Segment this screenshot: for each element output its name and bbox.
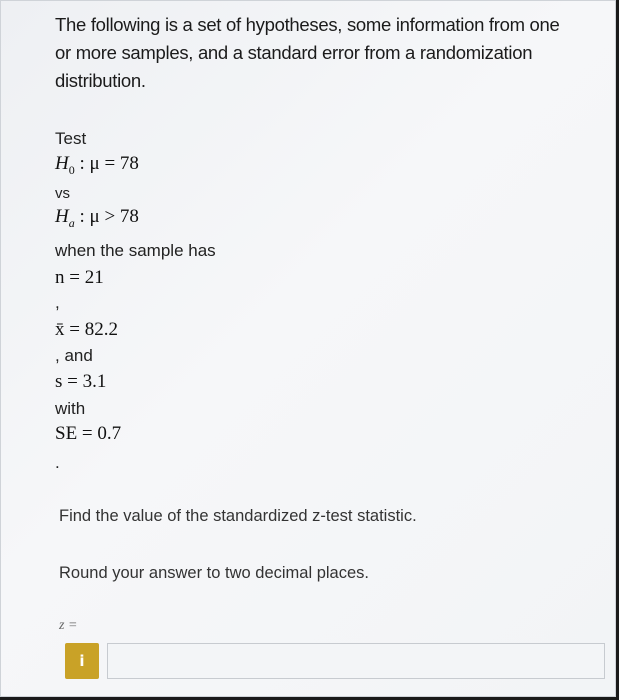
sample-mean: x̄ = 82.2 xyxy=(55,319,118,340)
ha-subscript: a xyxy=(68,215,75,230)
sample-sd: s = 3.1 xyxy=(55,371,107,392)
and-label: , and xyxy=(55,346,93,365)
null-hypothesis xyxy=(55,153,139,178)
ha-symbol: H xyxy=(55,206,69,227)
intro-text: The following is a set of hypotheses, some information from one or more samples, and a standard error from a randomization distribution. xyxy=(55,14,560,91)
test-label: Test xyxy=(55,129,87,148)
answer-input[interactable] xyxy=(107,643,605,679)
h0-expression: : μ = 78 xyxy=(74,153,139,174)
ha-expression: : μ > 78 xyxy=(74,206,139,227)
with-label: with xyxy=(55,399,86,418)
sample-size: n = 21 xyxy=(55,267,104,288)
when-label: when the sample has xyxy=(55,241,216,260)
h0-subscript: 0 xyxy=(68,162,75,177)
period: . xyxy=(55,453,60,472)
standard-error: SE = 0.7 xyxy=(55,423,122,444)
vs-label: vs xyxy=(55,185,70,202)
comma-separator: , xyxy=(55,293,60,312)
instruction-text: Round your answer to two decimal places. xyxy=(59,564,369,582)
h0-symbol: H xyxy=(55,153,69,174)
question-text: Find the value of the standardized z-test statistic. xyxy=(59,507,417,525)
answer-label: z = xyxy=(59,618,78,633)
alt-hypothesis xyxy=(55,206,139,231)
info-icon[interactable]: i xyxy=(65,643,99,679)
